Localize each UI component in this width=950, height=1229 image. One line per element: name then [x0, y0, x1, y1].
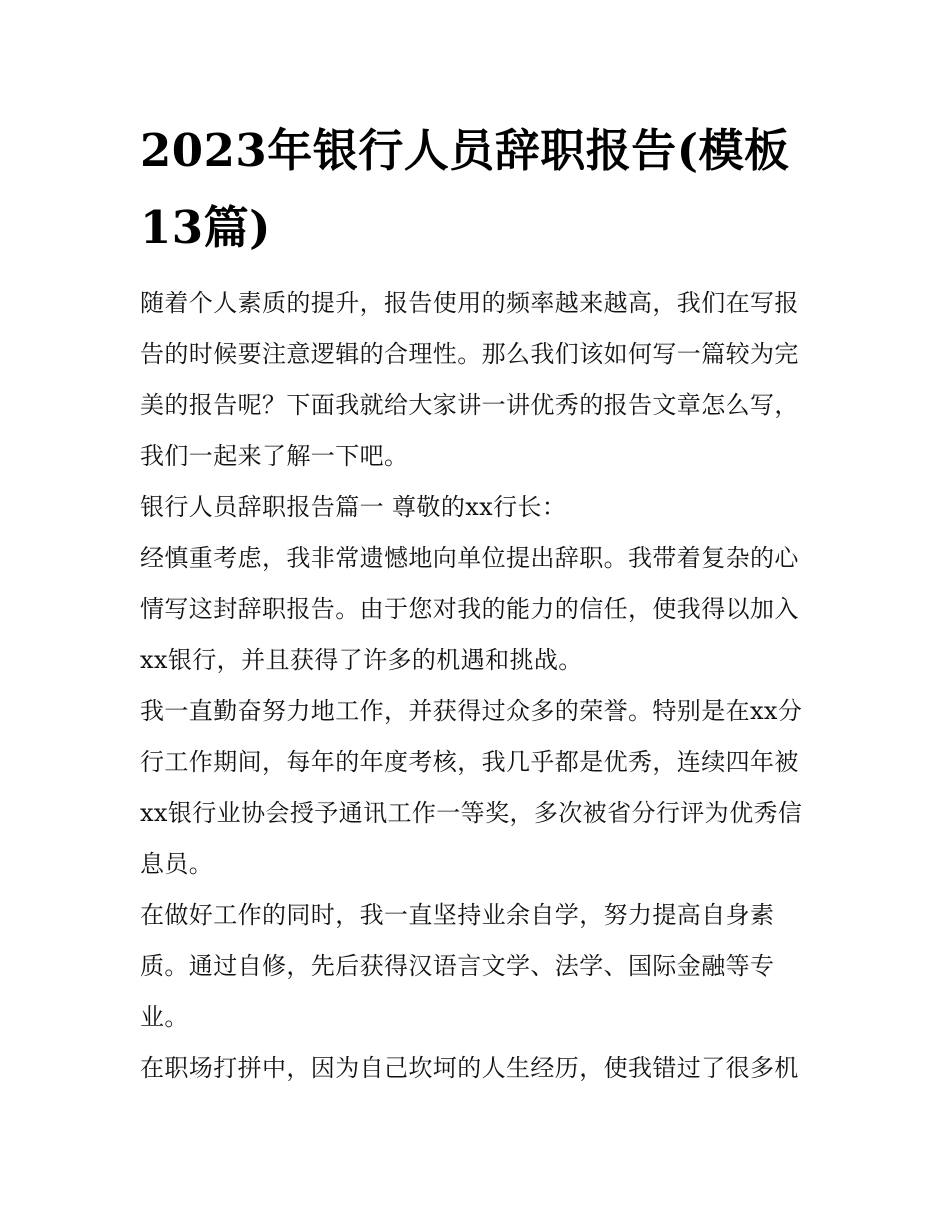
paragraph-intro: 随着个人素质的提升，报告使用的频率越来越高，我们在写报告的时候要注意逻辑的合理性。那么我们该如何写一篇较为完美的报告呢？下面我就给大家讲一讲优秀的报告文章怎么写，我们一起来了解一下吧。 [140, 289, 799, 470]
paragraph: 我一直勤奋努力地工作，并获得过众多的荣誉。特别是在xx分行工作期间，每年的年度考核，我几乎都是优秀，连续四年被xx银行业协会授予通讯工作一等奖，多次被省分行评为优秀信息员。 [140, 697, 803, 878]
paragraph-list [140, 278, 820, 1094]
paragraph: 在做好工作的同时，我一直坚持业余自学，努力提高自身素质。通过自修，先后获得汉语言文学、法学、国际金融等专业。 [140, 901, 775, 1031]
document-title: 2023年银行人员辞职报告(模板13篇) [140, 124, 790, 254]
paragraph: 经慎重考虑，我非常遗憾地向单位提出辞职。我带着复杂的心情写这封辞职报告。由于您对我的能力的信任，使我得以加入xx银行，并且获得了许多的机遇和挑战。 [140, 544, 799, 674]
paragraph: 在职场打拼中，因为自己坎坷的人生经历，使我错过了很多机 [140, 1054, 799, 1082]
document-body [140, 112, 820, 1094]
paragraph-salutation: 银行人员辞职报告篇一 尊敬的xx行长： [140, 493, 567, 521]
